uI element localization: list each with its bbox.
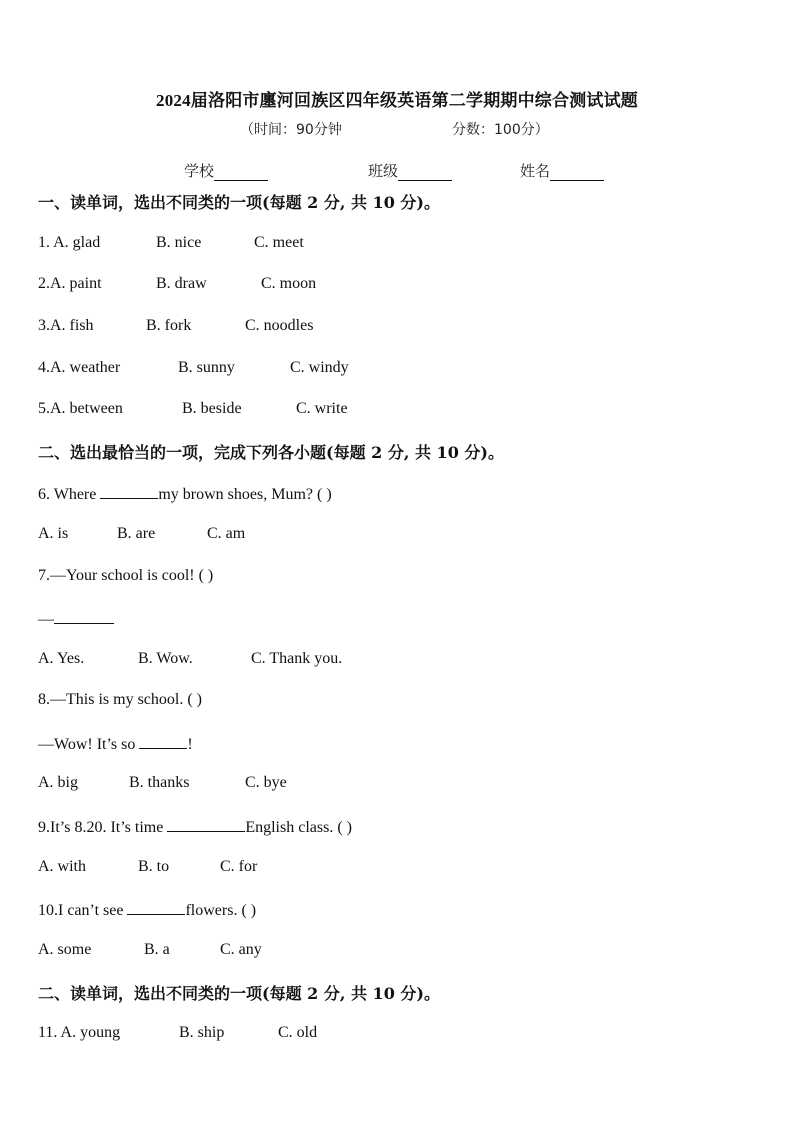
q6-stem-end: my brown shoes, Mum? ( ) <box>158 486 332 503</box>
q8-reply-end: ! <box>187 736 193 753</box>
q4-option-b: B. sunny <box>178 359 235 376</box>
q11-option-c: C. old <box>278 1024 318 1041</box>
q10-option-b: B. a <box>144 941 170 958</box>
q6-stem-start: 6. Where <box>38 486 101 503</box>
q10-option-c: C. any <box>220 941 262 958</box>
question-8: 8.—This is my school. ( ) <box>38 691 202 708</box>
question-6 <box>38 483 332 504</box>
question-4 <box>38 359 120 377</box>
q3-option-a: 3.A. fish <box>38 317 94 334</box>
question-5 <box>38 400 123 418</box>
q11-option-b: B. ship <box>179 1024 225 1041</box>
q9-stem-start: 9.It’s 8.20. It’s time <box>38 819 168 836</box>
school-field <box>184 160 268 181</box>
school-label: 学校 <box>184 162 215 180</box>
q3-option-b: B. fork <box>146 317 192 334</box>
q1-option-a: 1. A. glad <box>38 234 101 251</box>
question-3 <box>38 317 94 335</box>
section-3-heading: 二、读单词，选出不同类的一项(每题 2 分, 共 10 分)。 <box>38 984 440 1003</box>
q1-option-c: C. meet <box>254 234 304 251</box>
q1-option-b: B. nice <box>156 234 202 251</box>
q9-option-c: C. for <box>220 858 258 875</box>
section-2-heading: 二、选出最恰当的一项，完成下列各小题(每题 2 分, 共 10 分)。 <box>38 443 504 462</box>
q2-option-b: B. draw <box>156 275 207 292</box>
q7-dash: — <box>38 611 54 628</box>
name-field <box>520 160 604 181</box>
question-2 <box>38 275 102 293</box>
school-blank[interactable] <box>214 166 268 181</box>
q9-answer-blank[interactable] <box>167 816 245 832</box>
exam-time: （时间：90分钟 <box>240 122 342 138</box>
q9-stem-end: English class. ( ) <box>245 819 352 836</box>
q6-option-a: A. is <box>38 525 69 542</box>
question-1 <box>38 234 100 252</box>
q9-option-a: A. with <box>38 858 86 875</box>
q8-reply-line <box>38 733 193 754</box>
q2-option-a: 2.A. paint <box>38 275 102 292</box>
q7-reply-line <box>38 608 114 629</box>
q10-stem-end: flowers. ( ) <box>185 902 257 919</box>
q9-option-b: B. to <box>138 858 170 875</box>
question-10 <box>38 899 256 920</box>
q7-option-b: B. Wow. <box>138 650 193 667</box>
q10-option-a: A. some <box>38 941 92 958</box>
q3-option-c: C. noodles <box>245 317 314 334</box>
q5-option-c: C. write <box>296 400 348 417</box>
q10-answer-blank[interactable] <box>127 899 185 915</box>
q4-option-a: 4.A. weather <box>38 359 121 376</box>
question-7: 7.—Your school is cool! ( ) <box>38 567 214 584</box>
page-title: 2024届洛阳市廛河回族区四年级英语第二学期期中综合测试试题 <box>156 91 638 110</box>
q5-option-b: B. beside <box>182 400 242 417</box>
q8-option-a: A. big <box>38 774 78 791</box>
q8-option-c: C. bye <box>245 774 287 791</box>
q11-option-a: 11. A. young <box>38 1024 121 1041</box>
class-field <box>368 160 452 181</box>
q6-option-b: B. are <box>117 525 156 542</box>
q8-answer-blank[interactable] <box>139 733 187 749</box>
q5-option-a: 5.A. between <box>38 400 123 417</box>
class-label: 班级 <box>368 162 399 180</box>
q7-answer-blank[interactable] <box>54 608 114 624</box>
q7-option-c: C. Thank you. <box>251 650 343 667</box>
question-11 <box>38 1024 120 1042</box>
question-9 <box>38 816 352 837</box>
section-1-heading: 一、读单词，选出不同类的一项(每题 2 分, 共 10 分)。 <box>38 193 440 212</box>
exam-score: 分数：100分） <box>452 122 549 138</box>
q4-option-c: C. windy <box>290 359 349 376</box>
q10-stem-start: 10.I can’t see <box>38 902 128 919</box>
q2-option-c: C. moon <box>261 275 317 292</box>
name-label: 姓名 <box>520 162 551 180</box>
q8-reply-start: —Wow! It’s so <box>38 736 140 753</box>
name-blank[interactable] <box>550 166 604 181</box>
q6-option-c: C. am <box>207 525 246 542</box>
q7-option-a: A. Yes. <box>38 650 85 667</box>
class-blank[interactable] <box>398 166 452 181</box>
q6-answer-blank[interactable] <box>100 483 158 499</box>
q8-option-b: B. thanks <box>129 774 190 791</box>
